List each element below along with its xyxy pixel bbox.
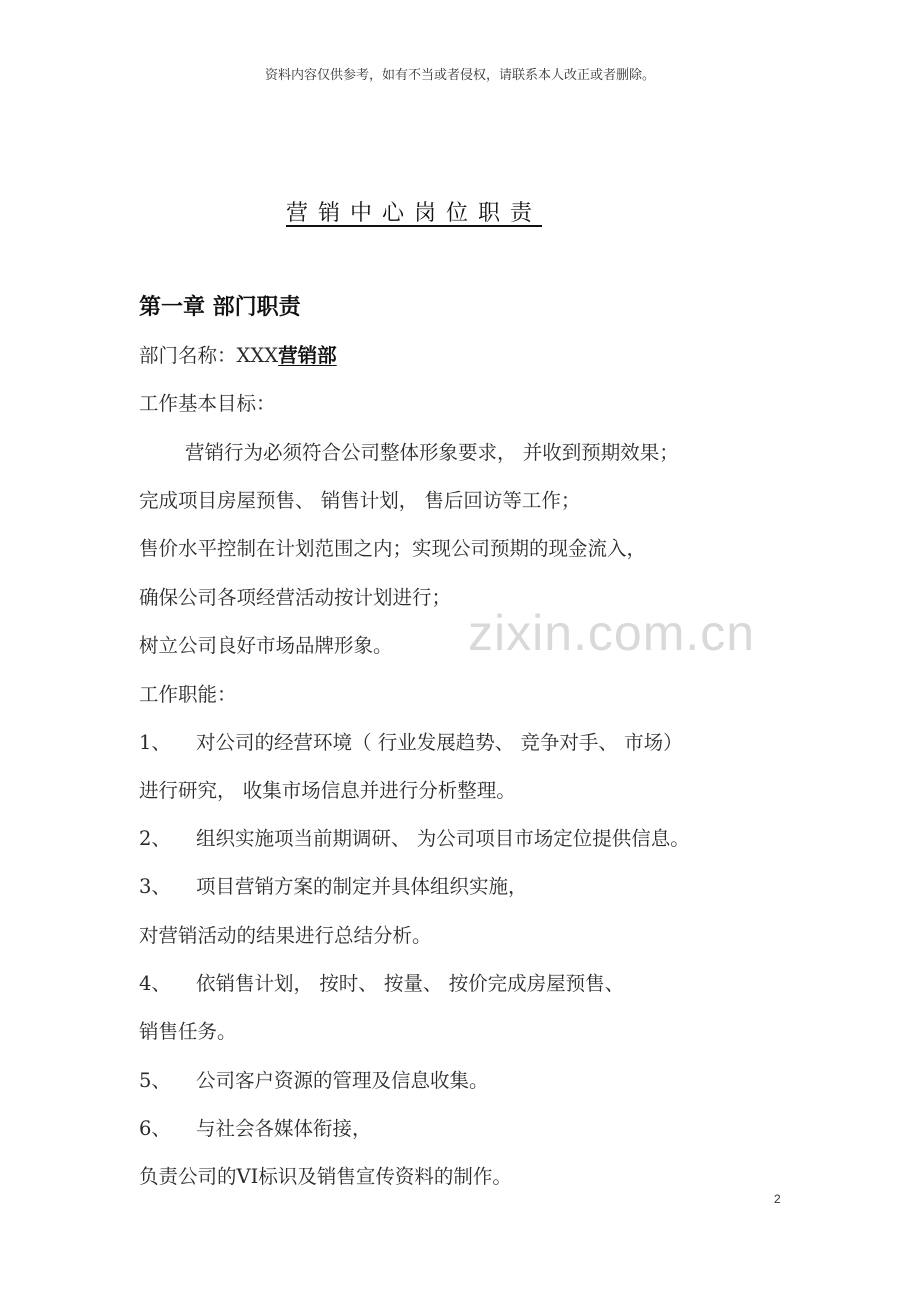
watermark: zixin.com.cn: [468, 605, 756, 661]
function-cont-prefix: 负责公司的: [139, 1165, 237, 1188]
function-continuation: [139, 1161, 512, 1189]
goal-item: 营销行为必须符合公司整体形象要求， 并收到预期效果；: [185, 441, 679, 464]
dept-name: 营销部: [278, 344, 337, 367]
dept-name-line: [139, 340, 337, 368]
function-continuation: 对营销活动的结果进行总结分析。: [139, 924, 432, 947]
function-number: 4、: [139, 972, 171, 995]
function-continuation: 进行研究， 收集市场信息并进行分析整理。: [139, 779, 516, 802]
function-item: [139, 1065, 489, 1093]
function-text: 对公司的经营环境（ 行业发展趋势、 竞争对手、 市场）: [196, 731, 683, 754]
function-number: 3、: [139, 875, 171, 898]
goal-item: 确保公司各项经营活动按计划进行；: [139, 586, 452, 609]
function-text: 组织实施项当前期调研、 为公司项目市场定位提供信息。: [196, 827, 690, 850]
goal-label: 工作基本目标：: [139, 392, 276, 415]
function-number: 2、: [139, 827, 171, 850]
function-item: [139, 871, 528, 899]
function-item: [139, 1113, 372, 1141]
goal-item: 树立公司良好市场品牌形象。: [139, 634, 393, 657]
function-text: 与社会各媒体衔接，: [196, 1117, 372, 1140]
function-cont-suffix: 标识及销售宣传资料的制作。: [258, 1165, 512, 1188]
function-item: [139, 968, 624, 996]
goal-item: 售价水平控制在计划范围之内；实现公司预期的现金流入，: [139, 537, 647, 560]
function-number: 6、: [139, 1117, 171, 1140]
page-number: 2: [774, 1192, 781, 1206]
chapter-heading: 第一章 部门职责: [139, 295, 301, 320]
document-title: 营销中心岗位职责: [285, 201, 542, 226]
dept-xxx: XXX: [236, 344, 279, 367]
function-item: [139, 823, 690, 851]
function-number: 1、: [139, 731, 171, 754]
function-text: 依销售计划， 按时、 按量、 按价完成房屋预售、: [196, 972, 625, 995]
header-note: 资料内容仅供参考，如有不当或者侵权，请联系本人改正或者删除。: [264, 68, 655, 83]
goal-item: 完成项目房屋预售、 销售计划， 售后回访等工作；: [139, 489, 581, 512]
function-text: 公司客户资源的管理及信息收集。: [196, 1069, 489, 1092]
dept-label: 部门名称：: [139, 344, 237, 367]
function-item: [139, 727, 683, 755]
func-label: 工作职能：: [139, 683, 237, 706]
function-continuation: 销售任务。: [139, 1020, 237, 1043]
function-text: 项目营销方案的制定并具体组织实施，: [196, 875, 528, 898]
function-number: 5、: [139, 1069, 171, 1092]
function-cont-vi: VI: [236, 1165, 259, 1188]
